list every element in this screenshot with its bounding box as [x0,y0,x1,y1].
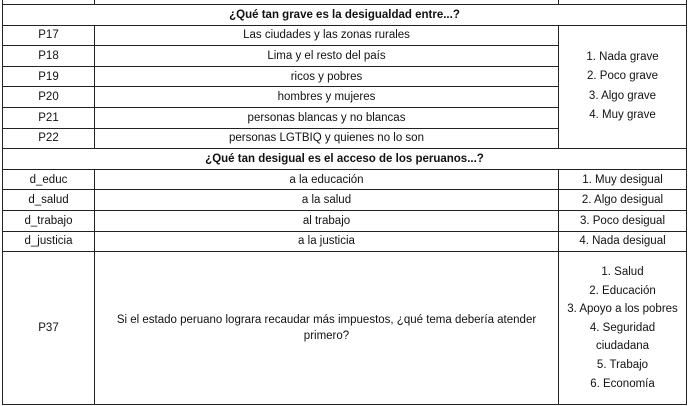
survey-table [2,0,687,405]
item-code: P21 [3,107,95,128]
section1-header: ¿Qué tan grave es la desigualdad entre...? [3,5,687,26]
option-label: 3. Poco desigual [559,210,687,231]
section1-options [559,25,687,149]
option-label: 3. Apoyo a los pobres [567,303,678,316]
option-label: 5. Trabajo [596,359,649,372]
option-label: 4. Seguridad ciudadana [589,321,656,353]
question-text: Si el estado peruano lograra recaudar más impuestos, ¿qué tema debería atender primero? [95,252,559,405]
item-text: Lima y el resto del país [95,46,559,67]
option-label: 2. Algo desigual [559,190,687,211]
item-text: a la educación [95,169,559,190]
item-code: d_educ [3,169,95,190]
option-label: 2. Educación [589,284,656,297]
item-text: ricos y pobres [95,66,559,87]
section-header-row [3,5,687,26]
item-text: al trabajo [95,210,559,231]
table-row [3,252,687,405]
option-label: 2. Poco grave [587,70,658,83]
table-row [3,190,687,211]
item-text: hombres y mujeres [95,87,559,108]
option-label: 1. Nada grave [586,50,659,63]
option-label: 6. Economía [590,377,655,390]
table-row [3,169,687,190]
item-code: d_justicia [3,231,95,252]
table-row [3,25,687,46]
item-code: P20 [3,87,95,108]
item-text: a la justicia [95,231,559,252]
section3-options [559,252,687,405]
item-code: P18 [3,46,95,67]
item-code: P37 [3,252,95,405]
section-header-row [3,149,687,170]
option-label: 1. Muy desigual [559,169,687,190]
table-row [3,231,687,252]
item-code: d_trabajo [3,210,95,231]
option-label: 4. Nada desigual [559,231,687,252]
option-label: 4. Muy grave [589,109,656,122]
item-code: P17 [3,25,95,46]
section2-header: ¿Qué tan desigual es el acceso de los peruanos...? [3,149,687,170]
item-code: P22 [3,128,95,149]
option-label: 3. Algo grave [588,89,657,102]
item-code: P19 [3,66,95,87]
table-row [3,210,687,231]
item-text: personas LGTBIQ y quienes no lo son [95,128,559,149]
item-text: a la salud [95,190,559,211]
option-label: 1. Salud [601,266,644,279]
item-code: d_salud [3,190,95,211]
item-text: Las ciudades y las zonas rurales [95,25,559,46]
item-text: personas blancas y no blancas [95,107,559,128]
